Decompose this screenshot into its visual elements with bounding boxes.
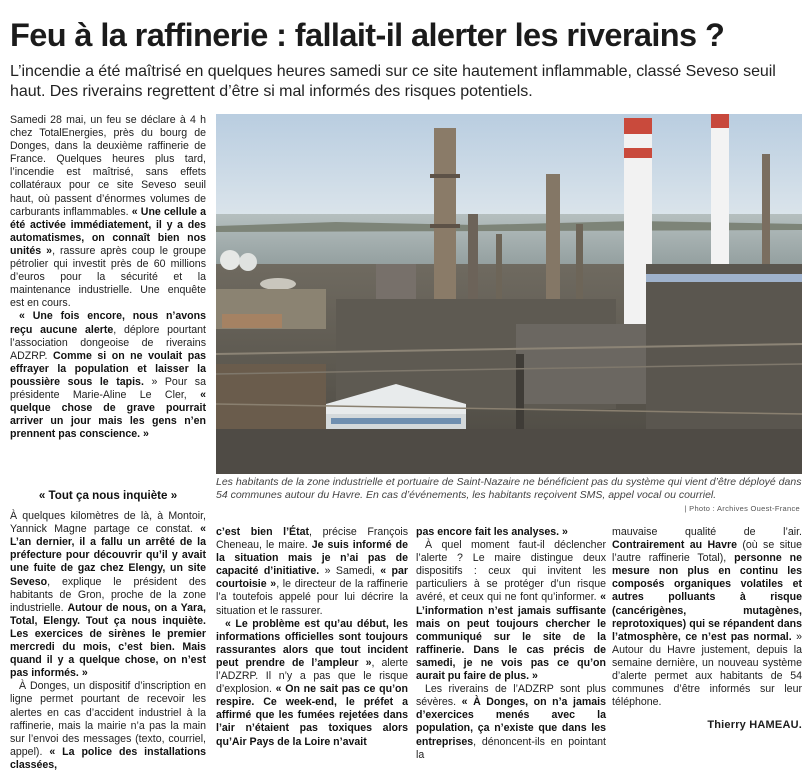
article-column-1 [10,114,206,441]
quote: « La police des installations classées, [10,745,206,771]
article-column-4 [612,526,802,732]
quote: pas encore fait les analyses. » [416,526,568,538]
subheading: « Tout ça nous inquiète » [38,489,178,502]
article-column-3 [416,526,606,762]
refinery-photo [216,114,802,474]
paragraph: « Une fois encore, nous n’avons reçu aucune alerte, déplore pourtant l’association dongeoise de riverains ADZRP. Comme si on ne voulait pas effrayer la population et laisser la poussière sous le tapis. » Pour sa présidente Marie-Aline Le Cler, « quelque chose de grave pourrait arriver un jour mais les gens n’en prennent pas conscience. » [10,310,207,441]
quote: « quelque chose de grave pourrait arriver un jour mais les gens n’en prennent pas conscience. » [10,388,206,441]
paragraph: « Le problème est qu’au début, les informations officielles sont toujours rassurantes alors que tout incident peut prendre de l’ampleur », alerte l’ADZRP. Il n’y a pas que le risque d’explosion. « On ne sait pas ce qu’on respire. Ce week-end, le préfet a affirmé que les fumées rejetées dans l’air n’étaient pas toxiques alors qu’Air Pays de la Loire n’avait [216,617,408,748]
quote: « Une cellule a été activée immédiatement, il y a des automatismes, on connaît bien nos unités » [10,205,206,257]
byline: Thierry HAMEAU. [707,719,802,732]
quote: Comme si on ne voulait pas effrayer la population et laisser la poussière sous le tapis. [10,349,206,388]
paragraph: c’est bien l’État, précise François Cheneau, le maire. Je suis informé de la situation mais je n’ai pas de capacité d’initiative. » Samedi, « par courtoisie », le directeur de la raffinerie l’a toutefois appelé pour lui décrire la situation et le rassurer. [216,526,408,617]
quote: « On ne sait pas ce qu’on respire. Ce week-end, le préfet a affirmé que les fumées rejetées dans l’air n’étaient pas toxiques alors qu’Air Pays de la Loire n’avait [216,683,408,748]
paragraph: mauvaise qualité de l’air. Contrairement au Havre (où se situe l’autre raffinerie Total), personne ne mesure non plus en continu les composés organiques volatiles et autres polluants à risque (cancérigènes, mutagènes, reprotoxiques) qui se répandent dans l’atmosphère, ce n’est pas normal. » Autour du Havre justement, depuis la semaine dernière, un nouveau système d’alerte permet aux habitants de 54 communes d’être informés sur leur téléphone. [612,526,802,709]
paragraph: À Donges, un dispositif d’inscription en ligne permet pourtant de recevoir les alertes en cas d’accident industriel à la raffinerie, mais la mairie n’a pas la main sur l’envoi des messages (texto, courriel, appel). « La police des installations classées, [10,680,206,771]
paragraph: Samedi 28 mai, un feu se déclare à 4 h chez TotalEnergies, près du bourg de Donges, dans la deuxième raffinerie de France. Quelques heures plus tard, l’incendie est maîtrisé, sans effets collatéraux pour ce site Seveso seuil haut, où passent d’énormes volumes de carburants inflammables. « Une cellule a été activée immédiatement, il y a des automatismes, on connaît bien nos unités », rassure après coup le groupe pétrolier qui investit près de 60 millions d’euros pour la sécurité et la maintenance industrielle. Une enquête est en cours. [10,114,206,310]
refinery-illustration [216,114,802,474]
quote: « Le problème est qu’au début, les informations officielles sont toujours rassurantes alors que tout incident peut prendre de l’ampleur » [216,617,408,669]
paragraph: À quel moment faut-il déclencher l’alerte ? Le maire distingue deux dispositifs : ceux qui invitent les particuliers à se protéger d’un risque avéré, et ceux qui ne font qu’informer. « L’information n’est jamais suffisante mais on peut toujours chercher le communiqué sur le site de la raffinerie. Dans le cas précis de samedi, je ne vois pas ce qu’on aurait pu faire de plus. » [416,539,606,683]
quote: Autour de nous, on a Yara, Total, Elengy. Tout ça nous inquiète. Les exercices de sirènes le premier mercredi du mois, c’est bien. Mais quand il y a quelque chose, on n’est pas informés. » [10,601,206,680]
paragraph: Les riverains de l’ADZRP sont plus sévères. « À Donges, on n’a jamais d’exercices menés avec la population, ça n’existe que dans les entreprises, dénoncent-ils en pointant la [416,683,607,761]
photo-credit: | Photo : Archives Ouest-France [684,504,800,513]
article-column-2 [216,526,408,749]
headline: Feu à la raffinerie : fallait-il alerter les riverains ? [10,17,725,53]
paragraph: À quelques kilomètres de là, à Montoir, Yannick Magne partage ce constat. « L’an dernier, il a fallu un arrêté de la préfecture pour découvrir qu’il y avait une fuite de gaz chez Elengy, un site Seveso, explique le président des habitants de Gron, proche de la zone industrielle. Autour de nous, on a Yara, Total, Elengy. Tout ça nous inquiète. Les exercices de sirènes le premier mercredi du mois, c’est bien. Mais quand il y a quelque chose, on n’est pas informés. » [10,510,206,680]
quote: « par courtoisie » [216,565,408,591]
paragraph [416,526,606,539]
quote: « À Donges, on n’a jamais d’exercices menés avec la population, ça n’existe que dans les entreprises [416,696,607,748]
quote: c’est bien l’État [216,526,310,538]
quote: personne ne mesure non plus en continu les composés organiques volatiles et autres polluants à risque (cancérigènes, mutagènes, reprotoxiques) qui se répandent dans l’atmosphère, ce n’est pas normal. [612,552,802,643]
photo-caption: Les habitants de la zone industrielle et portuaire de Saint-Nazaire ne bénéficient pas du système qui vient d’être déployé dans 54 communes autour du Havre. En cas d’événements, les habitants reçoivent SMS, appel vocal ou courriel. [216,476,802,501]
article-column-1-lower [10,483,206,772]
quote: Contrairement au Havre [612,539,737,552]
quote: « L’an dernier, il a fallu un arrêté de la préfecture pour découvrir qu’il y avait une fuite de gaz chez Elengy, un site Seveso [10,523,206,588]
quote: Je suis informé de la situation mais je n’ai pas de capacité d’initiative. [216,539,408,578]
standfirst: L’incendie a été maîtrisé en quelques heures samedi sur ce site hautement inflammable, classé Seveso seuil haut. Des riverains regrettent d’être si mal informés des risques potentiels. [10,63,776,100]
quote: « L’information n’est jamais suffisante mais on peut toujours chercher le communiqué sur le site de la raffinerie. Dans le cas précis de samedi, je ne vois pas ce qu’on aurait pu faire de plus. » [416,591,606,683]
quote: « Une fois encore, nous n’avons reçu aucune alerte [10,310,206,336]
